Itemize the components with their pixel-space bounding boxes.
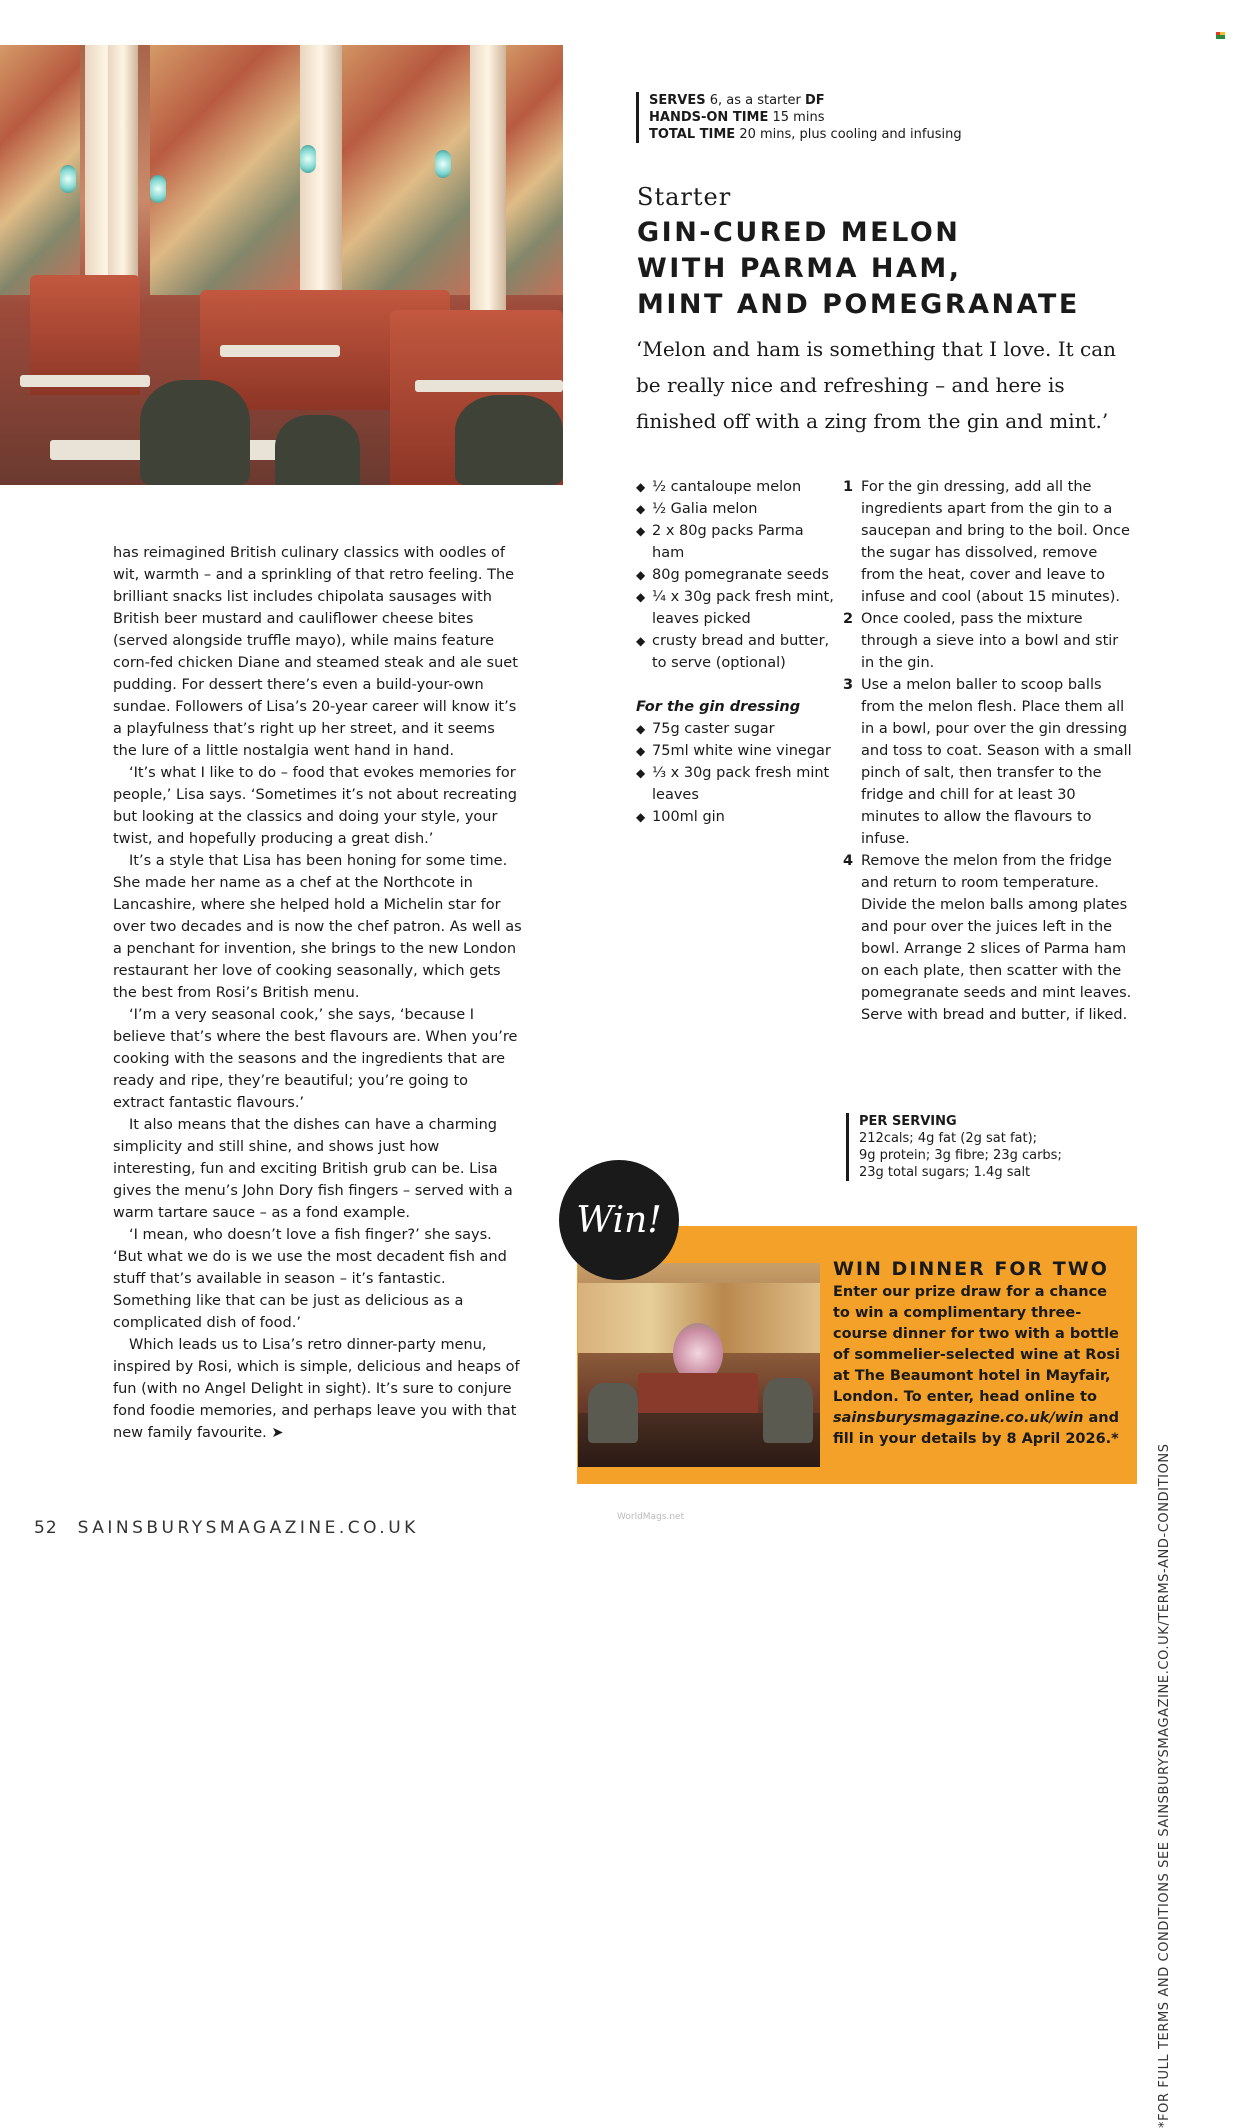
footer-site: SAINSBURYSMAGAZINE.CO.UK	[77, 1518, 419, 1538]
method-step	[843, 476, 1133, 608]
serves-label: SERVES	[649, 93, 706, 108]
hands-on-value: 15 mins	[772, 110, 825, 125]
dressing-item: ◆ 75g caster sugar	[636, 718, 836, 740]
competition-tail: and fill in your details by 8 April 2026.*	[833, 1410, 1119, 1447]
step-number: 2	[843, 611, 854, 627]
quote-line: finished off with a zing from the gin and mint.’	[636, 409, 1109, 433]
per-serving-label: PER SERVING	[859, 1114, 957, 1129]
competition-body: Enter our prize draw for a chance to win a complimentary three-course dinner for two with a bottle of sommelier-selected wine at Rosi at The Beaumont hotel in Mayfair, London. To enter, head online to	[833, 1284, 1121, 1405]
quote-line: be really nice and refreshing – and here is	[636, 373, 1065, 397]
article-paragraph: Which leads us to Lisa’s retro dinner-party menu, inspired by Rosi, which is simple, delicious and heaps of fun (with no Angel Delight in sight). It’s sure to conjure fond foodie memories, and perhaps leave you with that new family favourite. ➤	[113, 1337, 520, 1441]
title-line: MINT AND POMEGRANATE	[637, 289, 1080, 320]
ingredient-item: ◆ crusty bread and butter, to serve (optional)	[636, 630, 836, 674]
terms-note: *FOR FULL TERMS AND CONDITIONS SEE SAINSBURYSMAGAZINE.CO.UK/TERMS-AND-CONDITIONS	[1157, 1443, 1172, 2128]
ingredient-item: ◆ 2 x 80g packs Parma ham	[636, 520, 836, 564]
ingredient-item: ◆ ½ Galia melon	[636, 498, 836, 520]
chef-quote	[636, 331, 1156, 439]
method-step	[843, 608, 1133, 674]
method-step	[843, 850, 1133, 1026]
diet-badge: DF	[804, 93, 825, 108]
competition-heading: WIN DINNER FOR TWO	[833, 1258, 1109, 1280]
ingredient-item: ◆ ¼ x 30g pack fresh mint, leaves picked	[636, 586, 836, 630]
color-mark-icon	[1216, 32, 1225, 39]
method-steps	[843, 476, 1133, 1026]
nutrition-box	[846, 1113, 1089, 1181]
total-time-value: 20 mins, plus cooling and infusing	[739, 127, 962, 142]
title-line: GIN-CURED MELON	[637, 217, 961, 248]
step-number: 1	[843, 479, 854, 495]
step-number: 3	[843, 677, 854, 693]
step-number: 4	[843, 853, 854, 869]
dressing-item: ◆ 100ml gin	[636, 806, 836, 828]
competition-photo	[578, 1263, 820, 1467]
nutrition-line: 9g protein; 3g fibre; 23g carbs;	[859, 1148, 1062, 1163]
ingredients-list	[636, 476, 836, 828]
dressing-item: ◆ 75ml white wine vinegar	[636, 740, 836, 762]
nutrition-line: 23g total sugars; 1.4g salt	[859, 1165, 1031, 1180]
ingredient-item: ◆ 80g pomegranate seeds	[636, 564, 836, 586]
method-step	[843, 674, 1133, 850]
step-text: Remove the melon from the fridge and return to room temperature. Divide the melon balls among plates and pour over the juices left in the bowl. Arrange 2 slices of Parma ham on each plate, then scatter with the pomegranate seeds and mint leaves. Serve with bread and butter, if liked.	[861, 853, 1132, 1023]
step-text: Once cooled, pass the mixture through a sieve into a bowl and stir in the gin.	[861, 611, 1119, 671]
article-paragraph: It also means that the dishes can have a charming simplicity and still shine, and shows just how interesting, fun and exciting British grub can be. Lisa gives the menu’s John Dory fish fingers – served with a warm tartare sauce – as a fond example.	[113, 1117, 513, 1221]
step-text: Use a melon baller to scoop balls from the melon flesh. Place them all in a bowl, pour over the gin dressing and toss to coat. Season with a small pinch of salt, then transfer to the fridge and chill for at least 30 minutes to allow the flavours to infuse.	[861, 677, 1132, 847]
course-label: Starter	[637, 183, 732, 211]
restaurant-photo	[0, 45, 563, 485]
page-number: 52	[34, 1518, 58, 1538]
competition-link[interactable]: sainsburysmagazine.co.uk/win	[833, 1410, 1084, 1426]
article-paragraph: ‘I’m a very seasonal cook,’ she says, ‘because I believe that’s where the best flavours are. When you’re cooking with the seasons and the ingredients that are ready and ripe, they’re beautiful; you’re going to extract fantastic flavours.’	[113, 1007, 518, 1111]
page-footer	[34, 1518, 419, 1538]
total-time-label: TOTAL TIME	[649, 127, 736, 142]
hands-on-label: HANDS-ON TIME	[649, 110, 769, 125]
ingredient-item: ◆ ½ cantaloupe melon	[636, 476, 836, 498]
nutrition-line: 212cals; 4g fat (2g sat fat);	[859, 1131, 1038, 1146]
title-line: WITH PARMA HAM,	[637, 253, 962, 284]
article-paragraph: has reimagined British culinary classics with oodles of wit, warmth – and a sprinkling of that retro feeling. The brilliant snacks list includes chipolata sausages with British beer mustard and cauliflower cheese bites (served alongside truffle mayo), while mains feature corn-fed chicken Diane and steamed steak and ale suet pudding. For dessert there’s even a build-your-own sundae. Followers of Lisa’s 20-year career will know it’s a playfulness that’s right up her street, and it seems the lure of a little nostalgia went hand in hand.	[113, 545, 518, 759]
dressing-item: ◆ ⅓ x 30g pack fresh mint leaves	[636, 762, 836, 806]
competition-text	[833, 1258, 1123, 1450]
step-text: For the gin dressing, add all the ingredients apart from the gin to a saucepan and bring to the boil. Once the sugar has dissolved, remove from the heat, cover and leave to infuse and cool (about 15 minutes).	[861, 479, 1130, 605]
win-badge: Win!	[559, 1160, 679, 1280]
serves-value: 6, as a starter	[709, 93, 801, 108]
recipe-meta	[636, 92, 962, 143]
article-body	[113, 542, 523, 1444]
article-paragraph: ‘It’s what I like to do – food that evokes memories for people,’ Lisa says. ‘Sometimes it’s not about recreating but looking at the classics and doing your style, your twist, and hopefully producing a great dish.’	[113, 765, 517, 847]
article-paragraph: ‘I mean, who doesn’t love a fish finger?’ she says. ‘But what we do is we use the most decadent fish and stuff that’s available in season – it’s fantastic. Something like that can be just as delicious as a complicated dish of food.’	[113, 1227, 507, 1331]
quote-line: ‘Melon and ham is something that I love. It can	[636, 337, 1116, 361]
recipe-title	[637, 215, 1157, 323]
dressing-heading: For the gin dressing	[636, 699, 801, 715]
article-paragraph: It’s a style that Lisa has been honing for some time. She made her name as a chef at the Northcote in Lancashire, where she helped hold a Michelin star for over two decades and is now the chef patron. As well as a penchant for invention, she brings to the new London restaurant her love of cooking seasonally, which gets the best from Rosi’s British menu.	[113, 853, 522, 1001]
watermark: WorldMags.net	[617, 1512, 685, 1522]
